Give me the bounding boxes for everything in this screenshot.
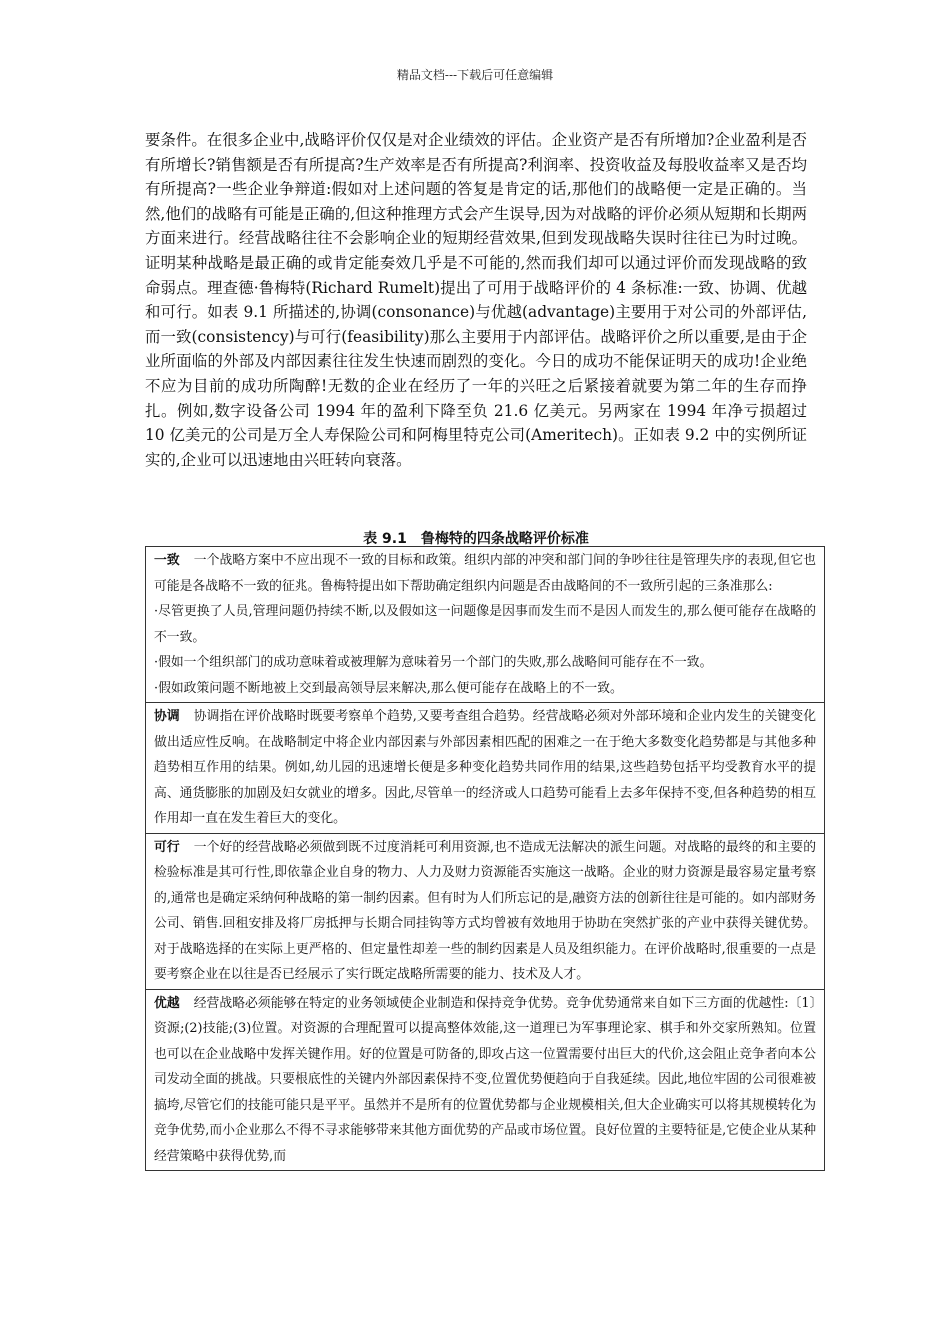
criterion-bullet: ·假如一个组织部门的成功意味着或被理解为意味着另一个部门的失败,那么战略间可能存在不一致。 (154, 655, 713, 670)
criterion-term: 一致 (154, 553, 180, 568)
table-row (146, 989, 825, 1171)
criterion-paragraph (154, 835, 816, 988)
body-text (145, 128, 807, 472)
table-caption-title: 鲁梅特的四条战略评价标准 (420, 531, 589, 547)
criterion-term: 优越 (154, 995, 180, 1011)
criterion-paragraph (154, 991, 816, 1170)
criterion-text: 经营战略必须能够在特定的业务领域使企业制造和保持竞争优势。竞争优势通常来自如下三方面的优越性:〔1〕资源;(2)技能;(3)位置。对资源的合理配置可以提高整体效能,这一道理已为军事理论家、棋手和外交家所熟知。位置也可以在企业战略中发挥关键作用。好的位置是可防备的,即攻占这一位置需要付出巨大的代价,这会阻止竞争者向本公司发动全面的挑战。只要根底性的关键内外部因素保持不变,位置优势便趋向于自我延续。因此,地位牢固的公司很难被搞垮,尽管它们的技能可能只是平平。虽然并不是所有的位置优势都与企业规模相关,但大企业确实可以将其规模转化为竞争优势,而小企业那么不得不寻求能够带来其他方面优势的产品或市场位置。良好位置的主要特征是,它使企业从某种经营策略中获得优势,而 (154, 995, 817, 1164)
table-row (146, 703, 825, 834)
table-caption-number: 表 9.1 (363, 531, 407, 547)
criterion-text: 一个战略方案中不应出现不一致的目标和政策。组织内部的冲突和部门间的争吵往往是管理失序的表现,但它也可能是各战略不一致的征兆。鲁梅特提出如下帮助确定组织内问题是否由战略间的不一致所引起的三条准那么: (154, 553, 816, 594)
table-cell-advantage (146, 989, 825, 1171)
criterion-paragraph (154, 548, 816, 599)
page-header: 精品文档---下载后可任意编辑 (396, 68, 554, 82)
table-row (146, 833, 825, 989)
table-cell-consonance (146, 703, 825, 834)
criterion-bullet: ·假如政策问题不断地被上交到最高领导层来解决,那么便可能存在战略上的不一致。 (154, 680, 623, 696)
body-paragraph: 要条件。在很多企业中,战略评价仅仅是对企业绩效的评估。企业资产是否有所增加?企业盈利是否有所增长?销售额是否有所提高?生产效率是否有所提高?利润率、投资收益及每股收益率又是否均有所提高?一些企业争辩道:假如对上述问题的答复是肯定的话,那他们的战略便一定是正确的。当然,他们的战略有可能是正确的,但这种推理方式会产生误导,因为对战略的评价必须从短期和长期两方面来进行。经营战略往往不会影响企业的短期经营效果,但到发现战略失误时往往已为时过晚。证明某种战略是最正确的或肯定能奏效几乎是不可能的,然而我们却可以通过评价而发现战略的致命弱点。理查德·鲁梅特(Richard Rumelt)提出了可用于战略评价的 4 条标准:一致、协调、优越和可行。如表 9.1 所描述的,协调(consonance)与优越(advantage)主要用于对公司的外部评估,而一致(consistency)与可行(feasibility)那么主要用于内部评估。战略评价之所以重要,是由于企业所面临的外部及内部因素往往发生快速而剧烈的变化。今日的成功不能保证明天的成功!企业绝不应为目前的成功所陶醉!无数的企业在经历了一年的兴旺之后紧接着就要为第二年的生存而挣扎。例如,数字设备公司 1994 年的盈利下降至负 21.6 亿美元。另两家在 1994 年净亏损超过 10 亿美元的公司是万全人寿保险公司和阿梅里特克公司(Ameritech)。正如表 9.2 中的实例所证实的,企业可以迅速地由兴旺转向衰落。 (145, 131, 807, 469)
criterion-text: 一个好的经营战略必须做到既不过度消耗可利用资源,也不造成无法解决的派生问题。对战略的最终的和主要的检验标准是其可行性,即依靠企业自身的物力、人力及财力资源能否实施这一战略。企业的财力资源是最容易定量考察的,通常也是确定采纳何种战略的第一制约因素。但有时为人们所忘记的是,融资方法的创新往往是可能的。如内部财务公司、销售.回租安排及将厂房抵押与长期合同挂钩等方式均曾被有效地用于协助在突然扩张的产业中获得关键优势。对于战略选择的在实际上更严格的、但定量性却差一些的制约因素是人员及组织能力。在评价战略时,很重要的一点是要考察企业在以往是否已经展示了实行既定战略所需要的能力、技术及人才。 (154, 839, 816, 982)
table-cell-consistency (146, 547, 825, 703)
criterion-paragraph (154, 704, 816, 832)
table-caption (145, 528, 807, 548)
evaluation-criteria-table (145, 546, 825, 1171)
criterion-bullet: ·尽管更换了人员,管理问题仍持续不断,以及假如这一问题像是因事而发生而不是因人而发生的,那么便可能存在战略的不一致。 (154, 604, 816, 645)
criterion-term: 协调 (154, 709, 180, 724)
table-cell-feasibility (146, 833, 825, 989)
criterion-text: 协调指在评价战略时既要考察单个趋势,又要考查组合趋势。经营战略必须对外部环境和企业内发生的关键变化做出适应性反响。在战略制定中将企业内部因素与外部因素相匹配的困难之一在于绝大多数变化趋势都是与其他多种趋势相互作用的结果。例如,幼儿园的迅速增长便是多种变化趋势共同作用的结果,这些趋势包括平均受教育水平的提高、通货膨胀的加剧及妇女就业的增多。因此,尽管单一的经济或人口趋势可能看上去多年保持不变,但各种趋势的相互作用却一直在发生着巨大的变化。 (154, 709, 816, 826)
table-row (146, 547, 825, 703)
criterion-term: 可行 (154, 839, 180, 855)
